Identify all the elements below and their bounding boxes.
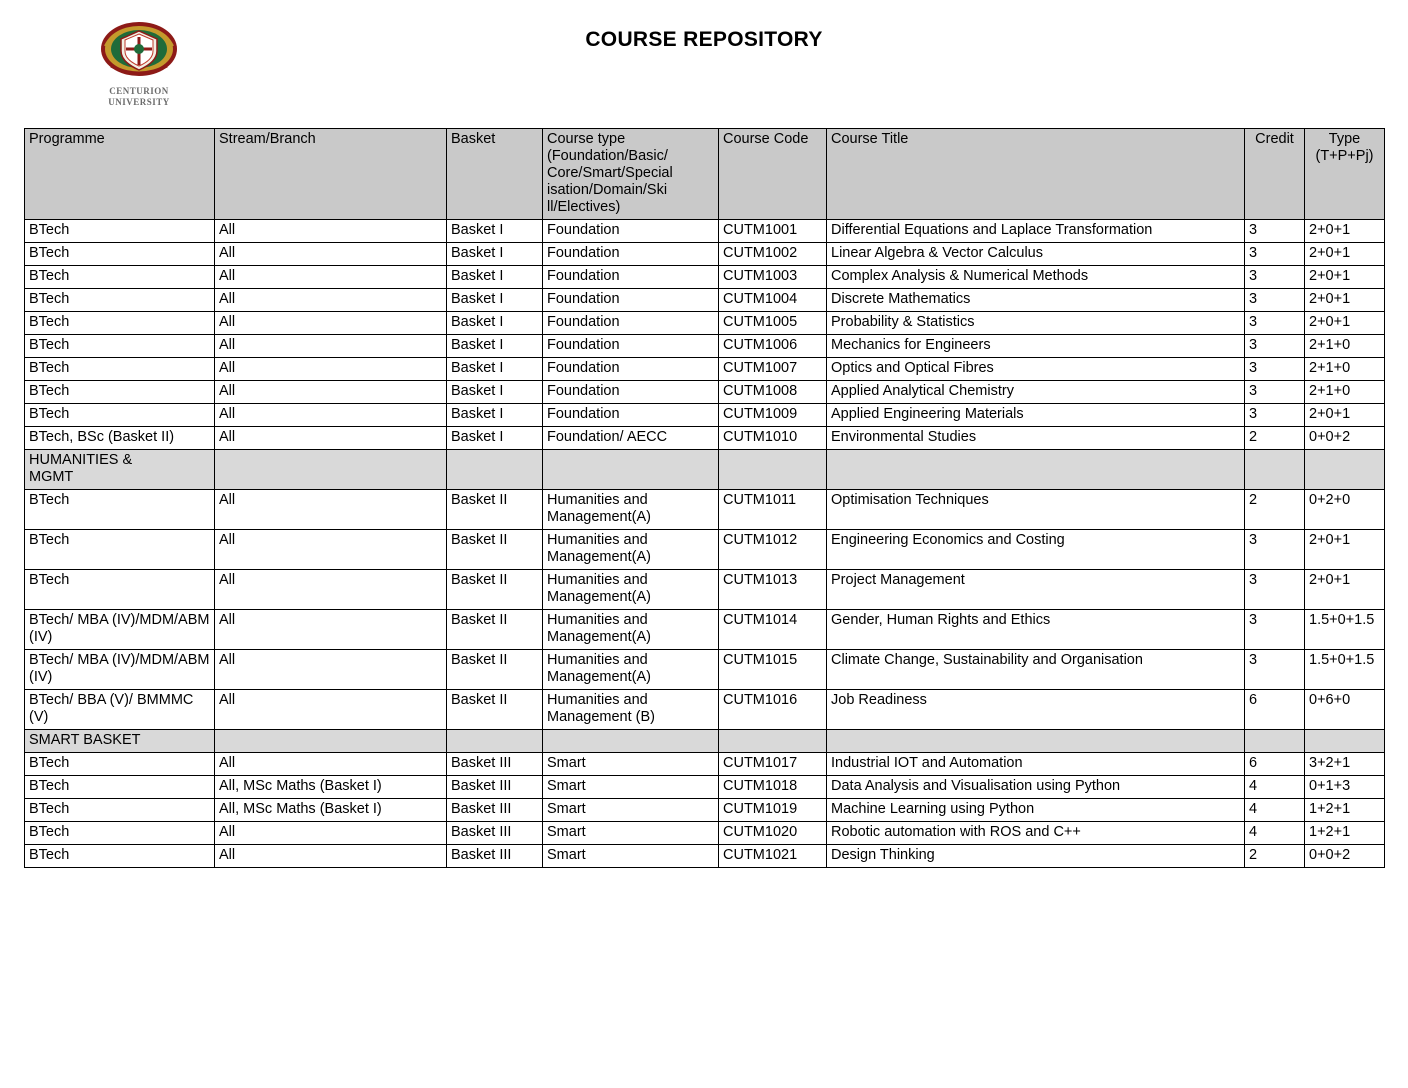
course-type-line2: Management(A) [547,629,651,645]
course-type-line2: Management (B) [547,709,655,725]
cell-type: 0+0+2 [1305,427,1385,450]
cell-stream: All [215,243,447,266]
cell-credit: 3 [1245,650,1305,690]
cell-course-type: Foundation [543,289,719,312]
table-row [25,799,1385,822]
cell-programme: BTech [25,776,215,799]
cell-credit: 3 [1245,358,1305,381]
table-row [25,570,1385,610]
section-label-line1: HUMANITIES & [29,452,133,468]
section-blank-stream [215,730,447,753]
course-type-header-line2: (Foundation/Basic/ [547,148,668,164]
table-row [25,845,1385,868]
cell-course-type [543,610,719,650]
cell-type: 2+0+1 [1305,530,1385,570]
course-type-line2: Management(A) [547,509,651,525]
cell-programme: BTech [25,404,215,427]
table-row [25,266,1385,289]
cell-programme-text: BTech/ MBA (IV)/MDM/ABM (IV) [29,652,210,685]
course-type-line1: Humanities and [547,572,648,588]
cell-course-code: CUTM1010 [719,427,827,450]
column-header-stream: Stream/Branch [215,129,447,220]
cell-programme: BTech [25,845,215,868]
cell-course-code: CUTM1009 [719,404,827,427]
section-blank-course-code [719,730,827,753]
cell-course-code: CUTM1018 [719,776,827,799]
cell-basket: Basket II [447,690,543,730]
cell-programme: BTech [25,358,215,381]
cell-course-type: Foundation [543,266,719,289]
cell-course-title: Environmental Studies [827,427,1245,450]
section-blank-type [1305,450,1385,490]
cell-programme-text: BTech/ MBA (IV)/MDM/ABM (IV) [29,612,210,645]
cell-course-code: CUTM1011 [719,490,827,530]
cell-course-code: CUTM1016 [719,690,827,730]
cell-credit: 3 [1245,335,1305,358]
column-header-basket: Basket [447,129,543,220]
cell-type: 1.5+0+1.5 [1305,650,1385,690]
cell-course-code: CUTM1004 [719,289,827,312]
table-row [25,220,1385,243]
cell-credit: 2 [1245,490,1305,530]
cell-programme-text: BTech/ BBA (V)/ BMMMC (V) [29,692,194,725]
cell-course-type: Foundation [543,243,719,266]
table-row [25,776,1385,799]
cell-basket: Basket I [447,266,543,289]
cell-basket: Basket III [447,753,543,776]
course-type-line2: Management(A) [547,549,651,565]
cell-credit: 2 [1245,845,1305,868]
cell-programme: BTech [25,220,215,243]
cell-course-title: Design Thinking [827,845,1245,868]
cell-credit: 3 [1245,266,1305,289]
course-type-header-line5: ll/Electives) [547,199,621,215]
cell-course-code: CUTM1019 [719,799,827,822]
cell-course-title: Climate Change, Sustainability and Organisation [827,650,1245,690]
cell-course-code: CUTM1013 [719,570,827,610]
cell-course-type: Foundation [543,404,719,427]
cell-course-type: Foundation [543,335,719,358]
cell-basket: Basket III [447,845,543,868]
cell-course-type [543,650,719,690]
table-row [25,530,1385,570]
cell-course-code: CUTM1012 [719,530,827,570]
cell-course-code: CUTM1020 [719,822,827,845]
cell-course-title: Complex Analysis & Numerical Methods [827,266,1245,289]
section-blank-course-title [827,450,1245,490]
cell-credit: 4 [1245,799,1305,822]
cell-basket: Basket II [447,490,543,530]
cell-programme: BTech [25,266,215,289]
university-name [84,86,194,108]
cell-type: 2+0+1 [1305,312,1385,335]
cell-basket: Basket II [447,650,543,690]
cell-credit: 3 [1245,243,1305,266]
course-type-header-line3: Core/Smart/Special [547,165,673,181]
cell-credit: 3 [1245,404,1305,427]
cell-stream: All [215,358,447,381]
cell-stream: All [215,690,447,730]
cell-basket: Basket II [447,570,543,610]
cell-stream: All [215,220,447,243]
section-header-humanities [25,450,1385,490]
table-row [25,822,1385,845]
cell-course-type [543,690,719,730]
cell-type: 0+1+3 [1305,776,1385,799]
section-blank-course-type [543,730,719,753]
table-row [25,610,1385,650]
cell-course-code: CUTM1002 [719,243,827,266]
cell-programme: BTech [25,312,215,335]
cell-credit: 3 [1245,381,1305,404]
course-type-line1: Humanities and [547,652,648,668]
cell-credit: 3 [1245,312,1305,335]
cell-course-title: Applied Analytical Chemistry [827,381,1245,404]
cell-course-type: Smart [543,753,719,776]
cell-stream: All [215,335,447,358]
course-type-line1: Humanities and [547,612,648,628]
cell-stream: All [215,753,447,776]
cell-programme: BTech [25,335,215,358]
cell-course-title: Differential Equations and Laplace Transformation [827,220,1245,243]
cell-course-code: CUTM1008 [719,381,827,404]
cell-course-code: CUTM1005 [719,312,827,335]
cell-course-type: Smart [543,822,719,845]
section-label-line2: MGMT [29,469,74,485]
cell-course-type: Foundation/ AECC [543,427,719,450]
table-row [25,427,1385,450]
section-header-smart-basket [25,730,1385,753]
cell-course-title: Machine Learning using Python [827,799,1245,822]
cell-course-code: CUTM1006 [719,335,827,358]
cell-programme: BTech, BSc (Basket II) [25,427,215,450]
cell-stream: All [215,289,447,312]
cell-programme: BTech [25,570,215,610]
course-repository-table [24,128,1385,868]
cell-type: 2+0+1 [1305,404,1385,427]
cell-type: 1+2+1 [1305,822,1385,845]
university-name-line1: CENTURION [109,86,169,96]
cell-stream: All [215,822,447,845]
table-row [25,404,1385,427]
cell-programme: BTech [25,490,215,530]
course-type-line1: Humanities and [547,532,648,548]
cell-stream: All [215,490,447,530]
course-type-line1: Humanities and [547,692,648,708]
cell-basket: Basket III [447,822,543,845]
cell-basket: Basket III [447,776,543,799]
cell-course-code: CUTM1021 [719,845,827,868]
cell-basket: Basket I [447,243,543,266]
cell-programme [25,650,215,690]
cell-course-code: CUTM1003 [719,266,827,289]
cell-type: 2+0+1 [1305,570,1385,610]
cell-course-title: Robotic automation with ROS and C++ [827,822,1245,845]
cell-programme [25,690,215,730]
table-row [25,358,1385,381]
cell-course-title: Optimisation Techniques [827,490,1245,530]
cell-course-title: Gender, Human Rights and Ethics [827,610,1245,650]
cell-course-type: Smart [543,776,719,799]
cell-course-code: CUTM1001 [719,220,827,243]
table-row [25,690,1385,730]
cell-stream: All [215,610,447,650]
cell-programme: BTech [25,381,215,404]
cell-stream: All [215,404,447,427]
cell-course-title: Optics and Optical Fibres [827,358,1245,381]
section-blank-course-title [827,730,1245,753]
cell-stream: All, MSc Maths (Basket I) [215,776,447,799]
cell-course-code: CUTM1017 [719,753,827,776]
cell-stream: All [215,530,447,570]
course-type-header-line4: isation/Domain/Ski [547,182,668,198]
cell-type: 2+1+0 [1305,381,1385,404]
cell-course-type [543,570,719,610]
cell-type: 0+6+0 [1305,690,1385,730]
table-row [25,312,1385,335]
cell-basket: Basket I [447,335,543,358]
cell-credit: 3 [1245,289,1305,312]
cell-type: 2+0+1 [1305,220,1385,243]
cell-type: 2+0+1 [1305,243,1385,266]
cell-basket: Basket I [447,312,543,335]
cell-stream: All [215,312,447,335]
course-type-header-line1: Course type [547,131,626,147]
cell-basket: Basket II [447,530,543,570]
cell-course-type [543,530,719,570]
cell-course-code: CUTM1014 [719,610,827,650]
cell-basket: Basket II [447,610,543,650]
cell-course-type: Smart [543,799,719,822]
type-header-line1: Type [1328,131,1361,147]
cell-basket: Basket I [447,289,543,312]
section-blank-credit [1245,730,1305,753]
cell-stream: All [215,570,447,610]
university-name-line2: UNIVERSITY [108,97,170,107]
section-blank-type [1305,730,1385,753]
cell-stream: All [215,427,447,450]
cell-type: 1.5+0+1.5 [1305,610,1385,650]
cell-type: 1+2+1 [1305,799,1385,822]
cell-credit: 3 [1245,220,1305,243]
cell-course-code: CUTM1007 [719,358,827,381]
cell-stream: All, MSc Maths (Basket I) [215,799,447,822]
cell-basket: Basket I [447,220,543,243]
cell-type: 2+1+0 [1305,358,1385,381]
course-type-line2: Management(A) [547,669,651,685]
section-blank-credit [1245,450,1305,490]
cell-basket: Basket I [447,404,543,427]
section-blank-course-code [719,450,827,490]
cell-stream: All [215,650,447,690]
cell-credit: 3 [1245,610,1305,650]
cell-course-type: Foundation [543,381,719,404]
cell-credit: 4 [1245,776,1305,799]
table-header-row [25,129,1385,220]
cell-basket: Basket I [447,427,543,450]
table-row [25,753,1385,776]
cell-type: 0+0+2 [1305,845,1385,868]
cell-course-type: Foundation [543,220,719,243]
cell-type: 0+2+0 [1305,490,1385,530]
cell-credit: 2 [1245,427,1305,450]
cell-course-title: Industrial IOT and Automation [827,753,1245,776]
table-row [25,243,1385,266]
page-title: COURSE REPOSITORY [585,28,823,51]
cell-programme: BTech [25,799,215,822]
cell-programme: BTech [25,753,215,776]
cell-course-type: Foundation [543,312,719,335]
cell-type: 2+0+1 [1305,289,1385,312]
cell-stream: All [215,845,447,868]
cell-course-type: Smart [543,845,719,868]
column-header-programme: Programme [25,129,215,220]
cell-credit: 3 [1245,530,1305,570]
cell-course-title: Mechanics for Engineers [827,335,1245,358]
cell-programme: BTech [25,289,215,312]
course-type-line1: Humanities and [547,492,648,508]
cell-stream: All [215,266,447,289]
column-header-course-code: Course Code [719,129,827,220]
cell-course-title: Probability & Statistics [827,312,1245,335]
column-header-credit: Credit [1245,129,1305,220]
section-blank-stream [215,450,447,490]
cell-course-code: CUTM1015 [719,650,827,690]
column-header-course-type [543,129,719,220]
cell-basket: Basket I [447,381,543,404]
cell-programme: BTech [25,243,215,266]
cell-programme: BTech [25,822,215,845]
table-row [25,335,1385,358]
cell-type: 2+1+0 [1305,335,1385,358]
table-row [25,289,1385,312]
cell-credit: 6 [1245,690,1305,730]
section-blank-basket [447,450,543,490]
table-row [25,381,1385,404]
cell-type: 2+0+1 [1305,266,1385,289]
cell-credit: 3 [1245,570,1305,610]
cell-course-title: Job Readiness [827,690,1245,730]
cell-course-title: Linear Algebra & Vector Calculus [827,243,1245,266]
cell-course-title: Discrete Mathematics [827,289,1245,312]
cell-course-type: Foundation [543,358,719,381]
document-header [24,0,1384,128]
cell-basket: Basket I [447,358,543,381]
type-header-line2: (T+P+Pj) [1315,148,1374,164]
course-type-line2: Management(A) [547,589,651,605]
cell-credit: 4 [1245,822,1305,845]
section-blank-course-type [543,450,719,490]
table-body [25,220,1385,868]
cell-course-title: Project Management [827,570,1245,610]
section-label-humanities [25,450,215,490]
section-blank-basket [447,730,543,753]
cell-course-title: Applied Engineering Materials [827,404,1245,427]
cell-stream: All [215,381,447,404]
section-label-smart-basket: SMART BASKET [25,730,215,753]
cell-programme: BTech [25,530,215,570]
cell-course-type [543,490,719,530]
cell-credit: 6 [1245,753,1305,776]
column-header-course-title: Course Title [827,129,1245,220]
cell-course-title: Data Analysis and Visualisation using Python [827,776,1245,799]
cell-basket: Basket III [447,799,543,822]
table-row [25,650,1385,690]
column-header-type [1305,129,1385,220]
cell-programme [25,610,215,650]
cell-course-title: Engineering Economics and Costing [827,530,1245,570]
cell-type: 3+2+1 [1305,753,1385,776]
table-row [25,490,1385,530]
